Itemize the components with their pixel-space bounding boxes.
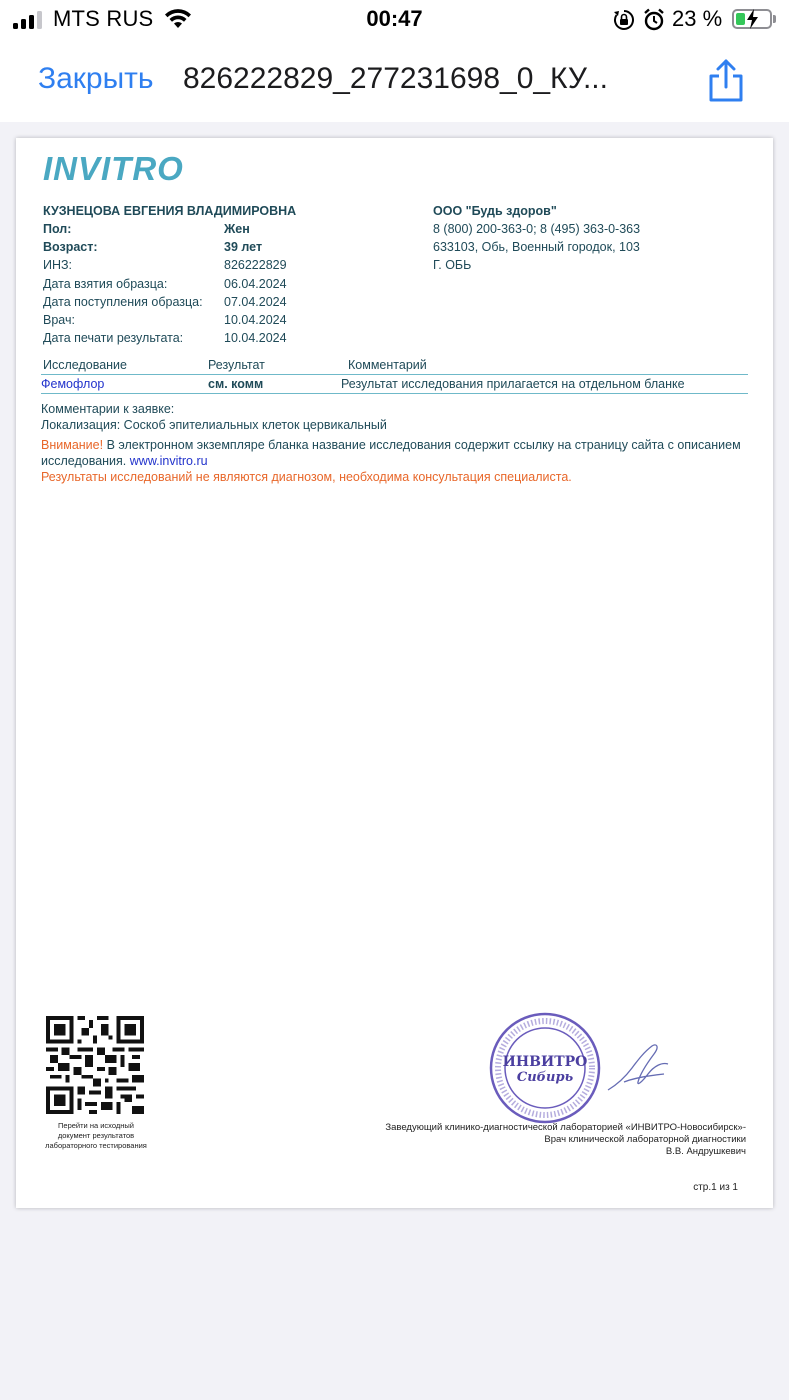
- signoff-line3: В.В. Андрушкевич: [665, 1146, 746, 1157]
- doctor-label: Врач:: [43, 313, 75, 327]
- attention-text-2: исследования.: [41, 454, 130, 468]
- print-date-label: Дата печати результата:: [43, 331, 184, 345]
- signature: [604, 1038, 674, 1098]
- close-button[interactable]: Закрыть: [38, 62, 154, 95]
- page-number: стр.1 из 1: [693, 1182, 738, 1193]
- document-page[interactable]: [16, 138, 773, 1208]
- inz-label: ИНЗ:: [43, 258, 73, 272]
- document-title: 826222829_277231698_0_КУ...: [183, 62, 608, 95]
- alarm-icon: [643, 8, 665, 32]
- navigation-bar: [0, 42, 789, 122]
- battery-tip: [773, 15, 776, 23]
- battery-percent: 23 %: [672, 6, 723, 31]
- age-value: 39 лет: [224, 240, 263, 254]
- table-header-divider: [41, 374, 748, 375]
- sample-received-value: 07.04.2024: [224, 295, 287, 309]
- orientation-lock-icon: [613, 9, 635, 31]
- comments-title: Комментарии к заявке:: [41, 402, 175, 416]
- age-label: Возраст:: [43, 240, 98, 254]
- carrier-name: MTS RUS: [53, 6, 154, 31]
- org-name: ООО "Будь здоров": [433, 204, 557, 218]
- study-link-femoflor[interactable]: Фемофлор: [41, 377, 105, 391]
- org-phones: 8 (800) 200-363-0; 8 (495) 363-0-363: [433, 222, 641, 236]
- result-cell: см. комм: [208, 377, 264, 391]
- column-header-comment: Комментарий: [348, 358, 427, 372]
- signoff-line2: Врач клинической лабораторной диагностики: [544, 1134, 746, 1145]
- clock: 00:47: [366, 6, 423, 31]
- inz-value: 826222829: [224, 258, 287, 272]
- disclaimer: Результаты исследований не являются диагнозом, необходима консультация специалиста.: [41, 470, 572, 484]
- print-date-value: 10.04.2024: [224, 331, 287, 345]
- localization-text: Локализация: Соскоб эпителиальных клеток цервикальный: [41, 418, 387, 432]
- column-header-study: Исследование: [43, 358, 127, 372]
- attention-text: В электронном экземпляре бланка название исследования содержит ссылку на страницу сайта с описанием: [103, 438, 741, 452]
- attention-notice-line2: [41, 454, 208, 468]
- attention-notice: [41, 438, 741, 452]
- doctor-value: 10.04.2024: [224, 313, 287, 327]
- qr-code[interactable]: [46, 1016, 144, 1114]
- patient-name: КУЗНЕЦОВА ЕВГЕНИЯ ВЛАДИМИРОВНА: [43, 204, 297, 218]
- status-bar: [0, 0, 789, 42]
- signoff-line1: Заведующий клинико-диагностической лабораторией «ИНВИТРО-Новосибирск»-: [385, 1122, 746, 1133]
- sex-value: Жен: [224, 222, 250, 236]
- stamp-text: ИНВИТРО Сибирь: [502, 1054, 588, 1085]
- share-icon[interactable]: [705, 58, 747, 104]
- battery-icon: [732, 9, 772, 29]
- sample-taken-label: Дата взятия образца:: [43, 277, 168, 291]
- column-header-result: Результат: [208, 358, 265, 372]
- qr-caption: Перейти на исходный документ результатов лабораторного тестирования: [45, 1121, 147, 1150]
- sample-received-label: Дата поступления образца:: [43, 295, 203, 309]
- table-row-divider: [41, 393, 748, 394]
- org-city: Г. ОБЬ: [433, 258, 472, 272]
- attention-word: Внимание!: [41, 438, 104, 452]
- invitro-logo: INVITRO: [43, 150, 184, 187]
- invitro-site-link[interactable]: www.invitro.ru: [129, 454, 208, 468]
- comment-cell: Результат исследования прилагается на отдельном бланке: [341, 377, 685, 391]
- sex-label: Пол:: [43, 222, 72, 236]
- sample-taken-value: 06.04.2024: [224, 277, 287, 291]
- org-address: 633103, Обь, Военный городок, 103: [433, 240, 640, 254]
